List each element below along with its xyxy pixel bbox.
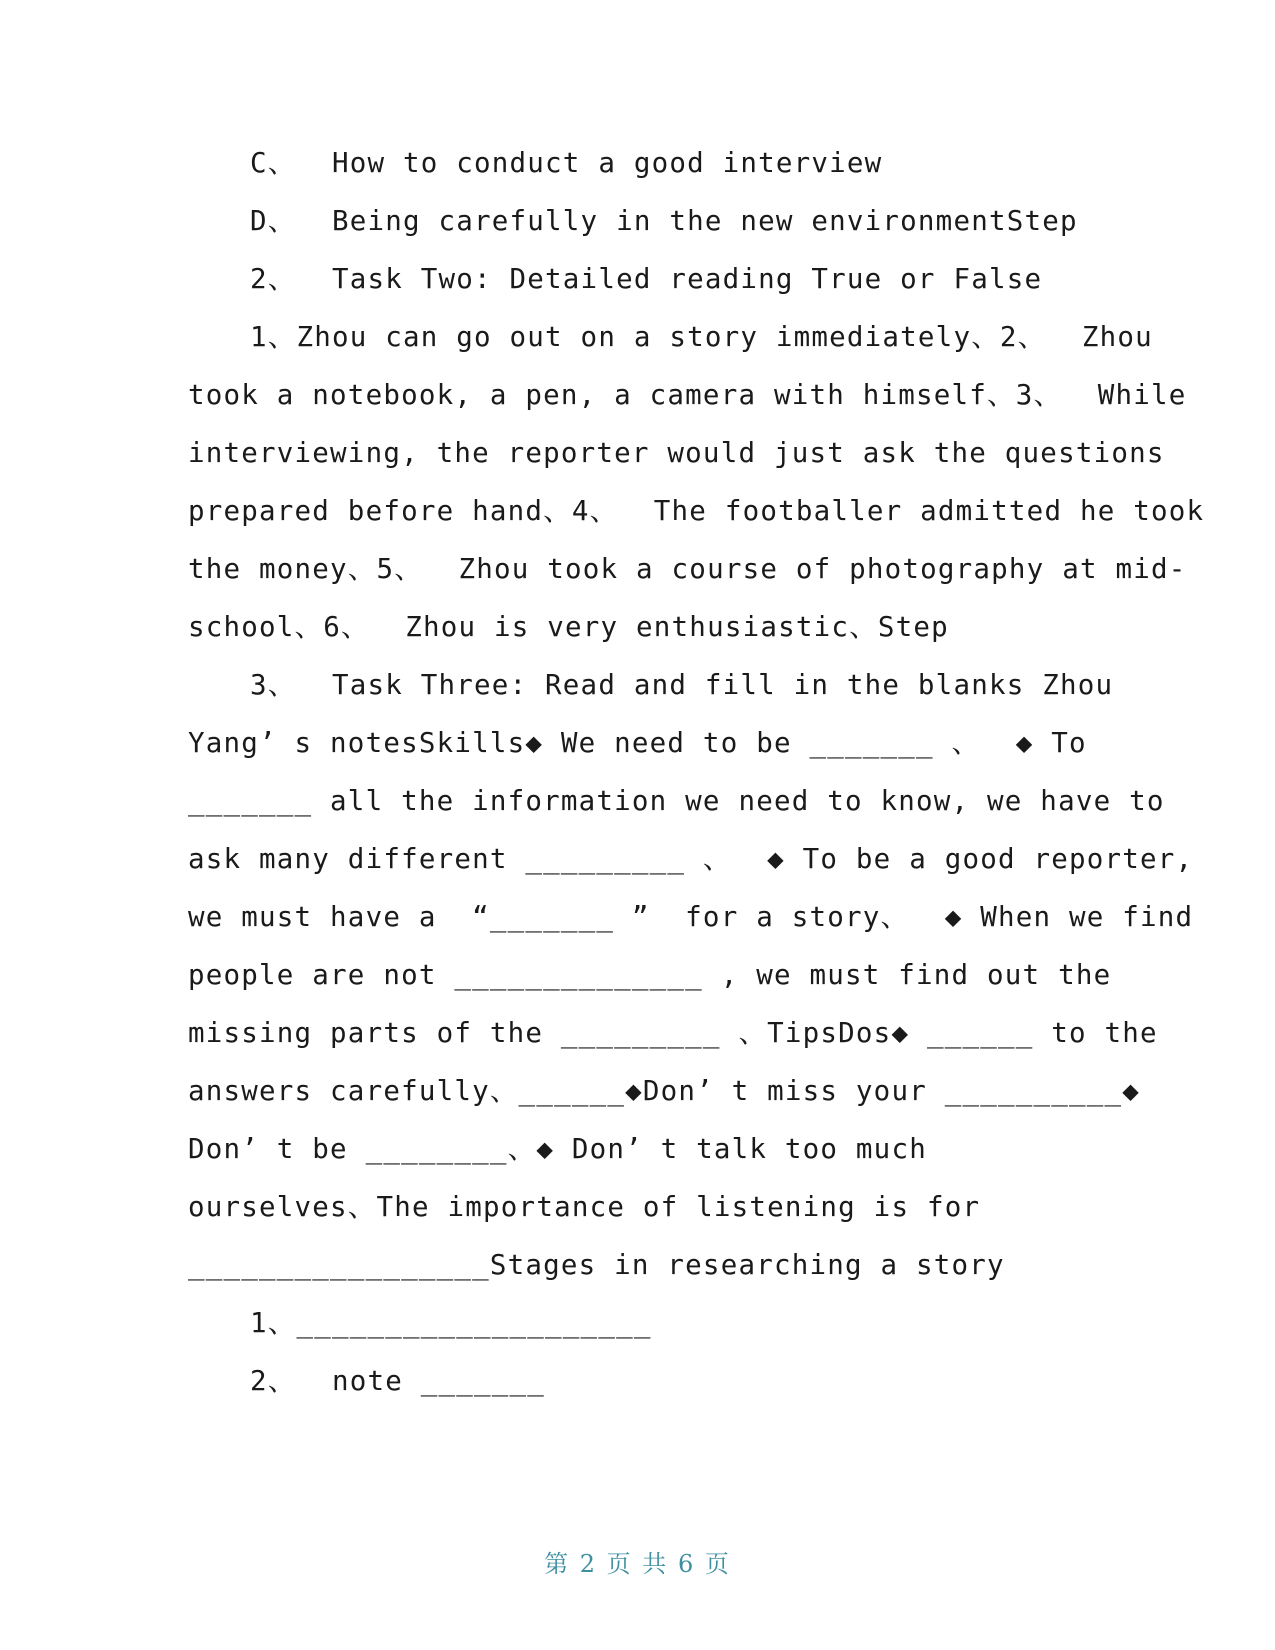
text-line: school、6、 Zhou is very enthusiastic、Step [188, 611, 949, 643]
text-line: we must have a “_______ ” for a story、 ◆ When we find [188, 901, 1194, 933]
page-number-footer: 第 2 页 共 6 页 [544, 1550, 731, 1578]
text-line: Yang’ s notesSkills◆ We need to be _______ 、 ◆ To [188, 727, 1087, 759]
text-line: the money、5、 Zhou took a course of photography at mid- [188, 553, 1187, 585]
text-line: _________________Stages in researching a story [188, 1249, 1005, 1281]
text-line: 1、____________________ [250, 1307, 652, 1339]
text-line: interviewing, the reporter would just ask the questions [188, 437, 1165, 469]
text-line: ask many different _________ 、 ◆ To be a good reporter, [188, 843, 1194, 875]
text-line: people are not ______________ , we must find out the [188, 959, 1112, 991]
text-line: took a notebook, a pen, a camera with himself、3、 While [188, 379, 1187, 411]
text-line: missing parts of the _________ 、TipsDos◆ ______ to the [188, 1017, 1158, 1049]
text-line: ourselves、The importance of listening is for [188, 1191, 981, 1223]
text-line: D、 Being carefully in the new environmentStep [250, 205, 1078, 237]
text-line: 2、 Task Two: Detailed reading True or False [250, 263, 1043, 295]
text-line: prepared before hand、4、 The footballer admitted he took [188, 495, 1205, 527]
text-line: answers carefully、______◆Don’ t miss your __________◆ [188, 1075, 1141, 1107]
text-line: 1、Zhou can go out on a story immediately、2、 Zhou [250, 321, 1153, 353]
text-line: 3、 Task Three: Read and fill in the blanks Zhou [250, 669, 1114, 701]
text-line: Don’ t be ________、◆ Don’ t talk too much [188, 1133, 927, 1165]
text-line: _______ all the information we need to know, we have to [188, 785, 1165, 817]
text-line: C、 How to conduct a good interview [250, 147, 883, 179]
text-line: 2、 note _______ [250, 1365, 546, 1397]
